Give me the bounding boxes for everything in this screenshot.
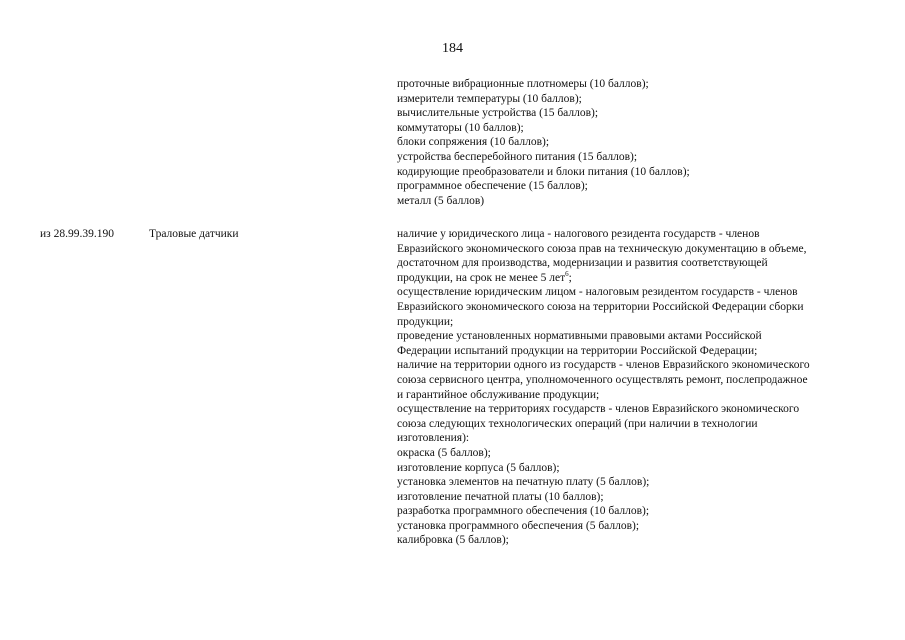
requirement-line: Федерации испытаний продукции на территории Российской Федерации; [397, 344, 758, 357]
footnote-suffix: ; [568, 271, 572, 284]
requirement-line: блоки сопряжения (10 баллов); [397, 136, 550, 149]
requirement-line: осуществление юридическим лицом - налоговым резидентом государств - членов [397, 286, 798, 299]
requirement-line: программное обеспечение (15 баллов); [397, 180, 588, 193]
requirement-line-with-footnote [397, 271, 875, 286]
requirement-line: калибровка (5 баллов); [397, 534, 509, 547]
footnote-mark: 6 [565, 269, 569, 278]
product-code: из 28.99.39.190 [40, 228, 114, 240]
requirement-line: проточные вибрационные плотномеры (10 баллов); [397, 78, 649, 90]
requirement-line: изготовление печатной платы (10 баллов); [397, 490, 604, 503]
requirement-line: продукции; [397, 315, 454, 328]
requirement-line: окраска (5 баллов); [397, 446, 491, 459]
requirement-line: наличие у юридического лица - налогового резидента государств - членов [397, 228, 760, 240]
requirement-line: проведение установленных нормативными правовыми актами Российской [397, 330, 762, 343]
requirement-line: союза следующих технологических операций (при наличии в технологии [397, 417, 758, 430]
requirements-cell [397, 227, 875, 548]
requirement-line: союза сервисного центра, уполномоченного осуществлять ремонт, послепродажное [397, 373, 808, 386]
continued-requirements-list [397, 77, 877, 208]
requirement-line: измерители температуры (10 баллов); [397, 92, 582, 105]
requirement-line: наличие на территории одного из государств - членов Евразийского экономического [397, 359, 810, 372]
product-name: Траловые датчики [149, 228, 239, 240]
requirement-line: разработка программного обеспечения (10 баллов); [397, 505, 650, 518]
requirement-line: изготовление корпуса (5 баллов); [397, 461, 560, 474]
requirement-line: Евразийского экономического союза прав на техническую документацию в объеме, [397, 242, 807, 255]
requirement-line: достаточном для производства, модернизации и развития соответствующей [397, 257, 768, 270]
requirement-line: вычислительные устройства (15 баллов); [397, 107, 599, 120]
requirement-line: коммутаторы (10 баллов); [397, 121, 524, 134]
requirement-text: продукции, на срок не менее 5 лет [397, 271, 566, 284]
page-number: 184 [442, 41, 463, 56]
requirement-line: устройства бесперебойного питания (15 баллов); [397, 150, 638, 163]
requirement-line: металл (5 баллов) [397, 194, 485, 207]
requirement-line: осуществление на территориях государств - членов Евразийского экономического [397, 403, 800, 416]
requirement-line: Евразийского экономического союза на территории Российской Федерации сборки [397, 300, 804, 313]
requirement-line: кодирующие преобразователи и блоки питания (10 баллов); [397, 165, 690, 178]
requirement-line: установка элементов на печатную плату (5 баллов); [397, 476, 650, 489]
requirement-line: изготовления): [397, 432, 470, 445]
requirement-line: и гарантийное обслуживание продукции; [397, 388, 600, 401]
requirement-line: установка программного обеспечения (5 баллов); [397, 519, 640, 532]
